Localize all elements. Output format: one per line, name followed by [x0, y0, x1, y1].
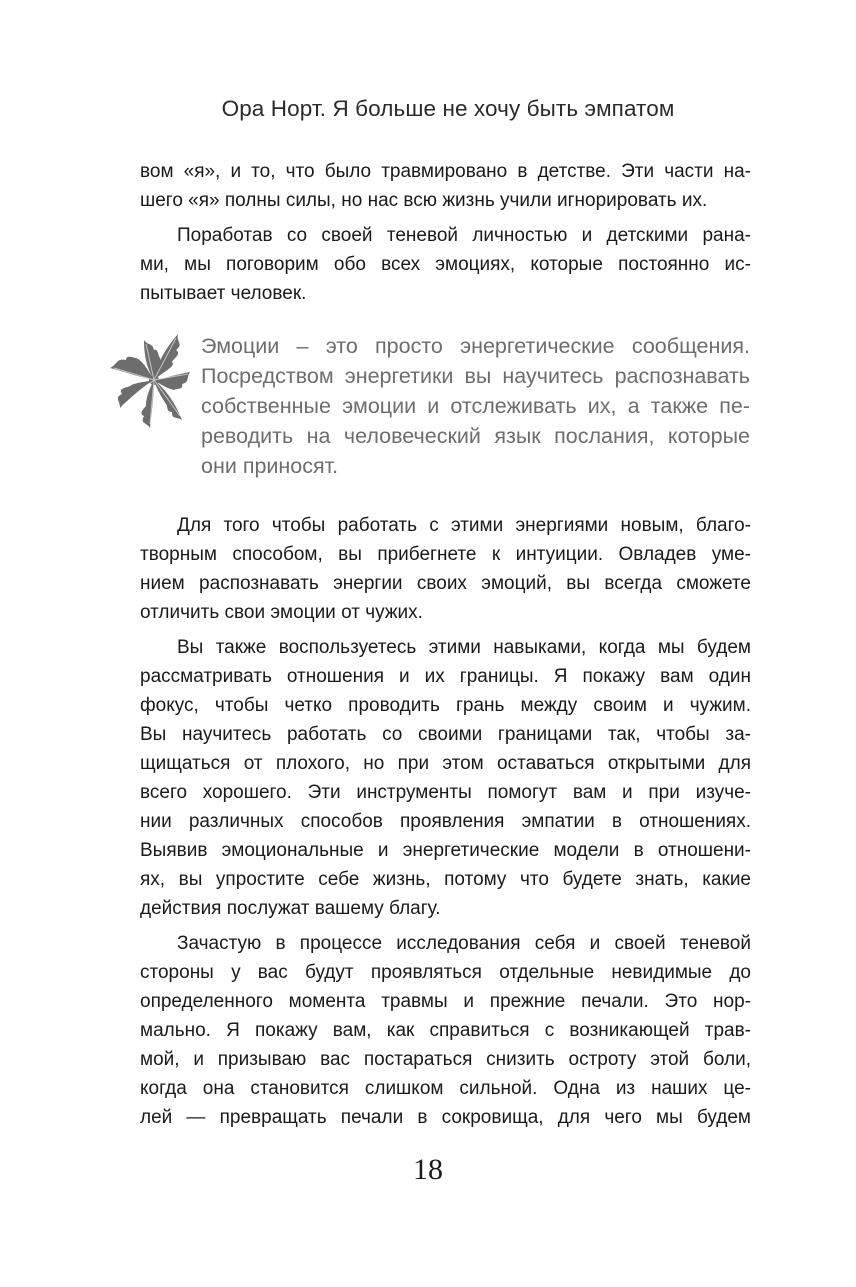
text-line: Зачастую в процессе исследования себя и своей теневой: [177, 933, 751, 954]
text-line: пытывает человек.: [140, 283, 307, 304]
text-line: Выявив эмоциональные и энергетические модели в отношени-: [140, 840, 751, 861]
text-line: нием распознавать энергии своих эмоций, вы всегда сможете: [140, 573, 751, 594]
text-line: Вы также воспользуетесь этими навыками, когда мы будем: [177, 637, 751, 658]
callout-line: реводить на человеческий язык послания, которые: [201, 424, 750, 448]
callout-line: собственные эмоции и отслеживать их, а также пе-: [201, 394, 750, 418]
text-line: шего «я» полны силы, но нас всю жизнь учили игнорировать их.: [140, 190, 708, 211]
callout-line: они приносят.: [201, 454, 339, 478]
text-line: всего хорошего. Эти инструменты помогут вам и при изуче-: [140, 782, 751, 803]
text-line: стороны у вас будут проявляться отдельные невидимые до: [140, 962, 751, 983]
text-line: вом «я», и то, что было травмировано в детстве. Эти части на-: [140, 161, 751, 182]
text-line: ях, вы упростите себе жизнь, потому что будете знать, какие: [140, 869, 751, 890]
text-line: Для того чтобы работать с этими энергиями новым, благо-: [177, 515, 751, 536]
text-line: действия послужат вашему благу.: [140, 898, 441, 919]
callout-line: Эмоции – это просто энергетические сообщения.: [201, 334, 750, 358]
running-header: Ора Норт. Я больше не хочу быть эмпатом: [221, 96, 675, 121]
text-line: определенного момента травмы и прежние печали. Это нор-: [140, 991, 751, 1012]
leaf-icon: [104, 328, 192, 434]
text-line: ми, мы поговорим обо всех эмоциях, которые постоянно ис-: [140, 254, 751, 275]
text-line: нии различных способов проявления эмпатии в отношениях.: [140, 811, 751, 832]
text-line: мой, и призываю вас постараться снизить остроту этой боли,: [140, 1049, 751, 1070]
text-line: фокус, чтобы четко проводить грань между своим и чужим.: [140, 695, 751, 716]
text-line: когда она становится слишком сильной. Одна из наших це-: [140, 1078, 751, 1099]
text-line: Вы научитесь работать со своими границами так, чтобы за-: [140, 724, 751, 745]
text-line: Поработав со своей теневой личностью и детскими рана-: [177, 225, 751, 246]
text-block-top: [140, 157, 751, 308]
callout-line: Посредством энергетики вы научитесь распознавать: [201, 364, 750, 388]
text-block-main: [140, 511, 751, 1132]
text-line: лей — превращать печали в сокровища, для чего мы будем: [140, 1107, 751, 1128]
page-number: 18: [413, 1153, 443, 1186]
text-line: творным способом, вы прибегнете к интуиции. Овладев уме-: [140, 544, 751, 565]
callout-quote: [201, 331, 750, 481]
text-line: отличить свои эмоции от чужих.: [140, 602, 423, 623]
text-line: щищаться от плохого, но при этом оставаться открытыми для: [140, 753, 751, 774]
text-line: рассматривать отношения и их границы. Я покажу вам один: [140, 666, 751, 687]
text-line: мально. Я покажу вам, как справиться с возникающей трав-: [140, 1020, 751, 1041]
